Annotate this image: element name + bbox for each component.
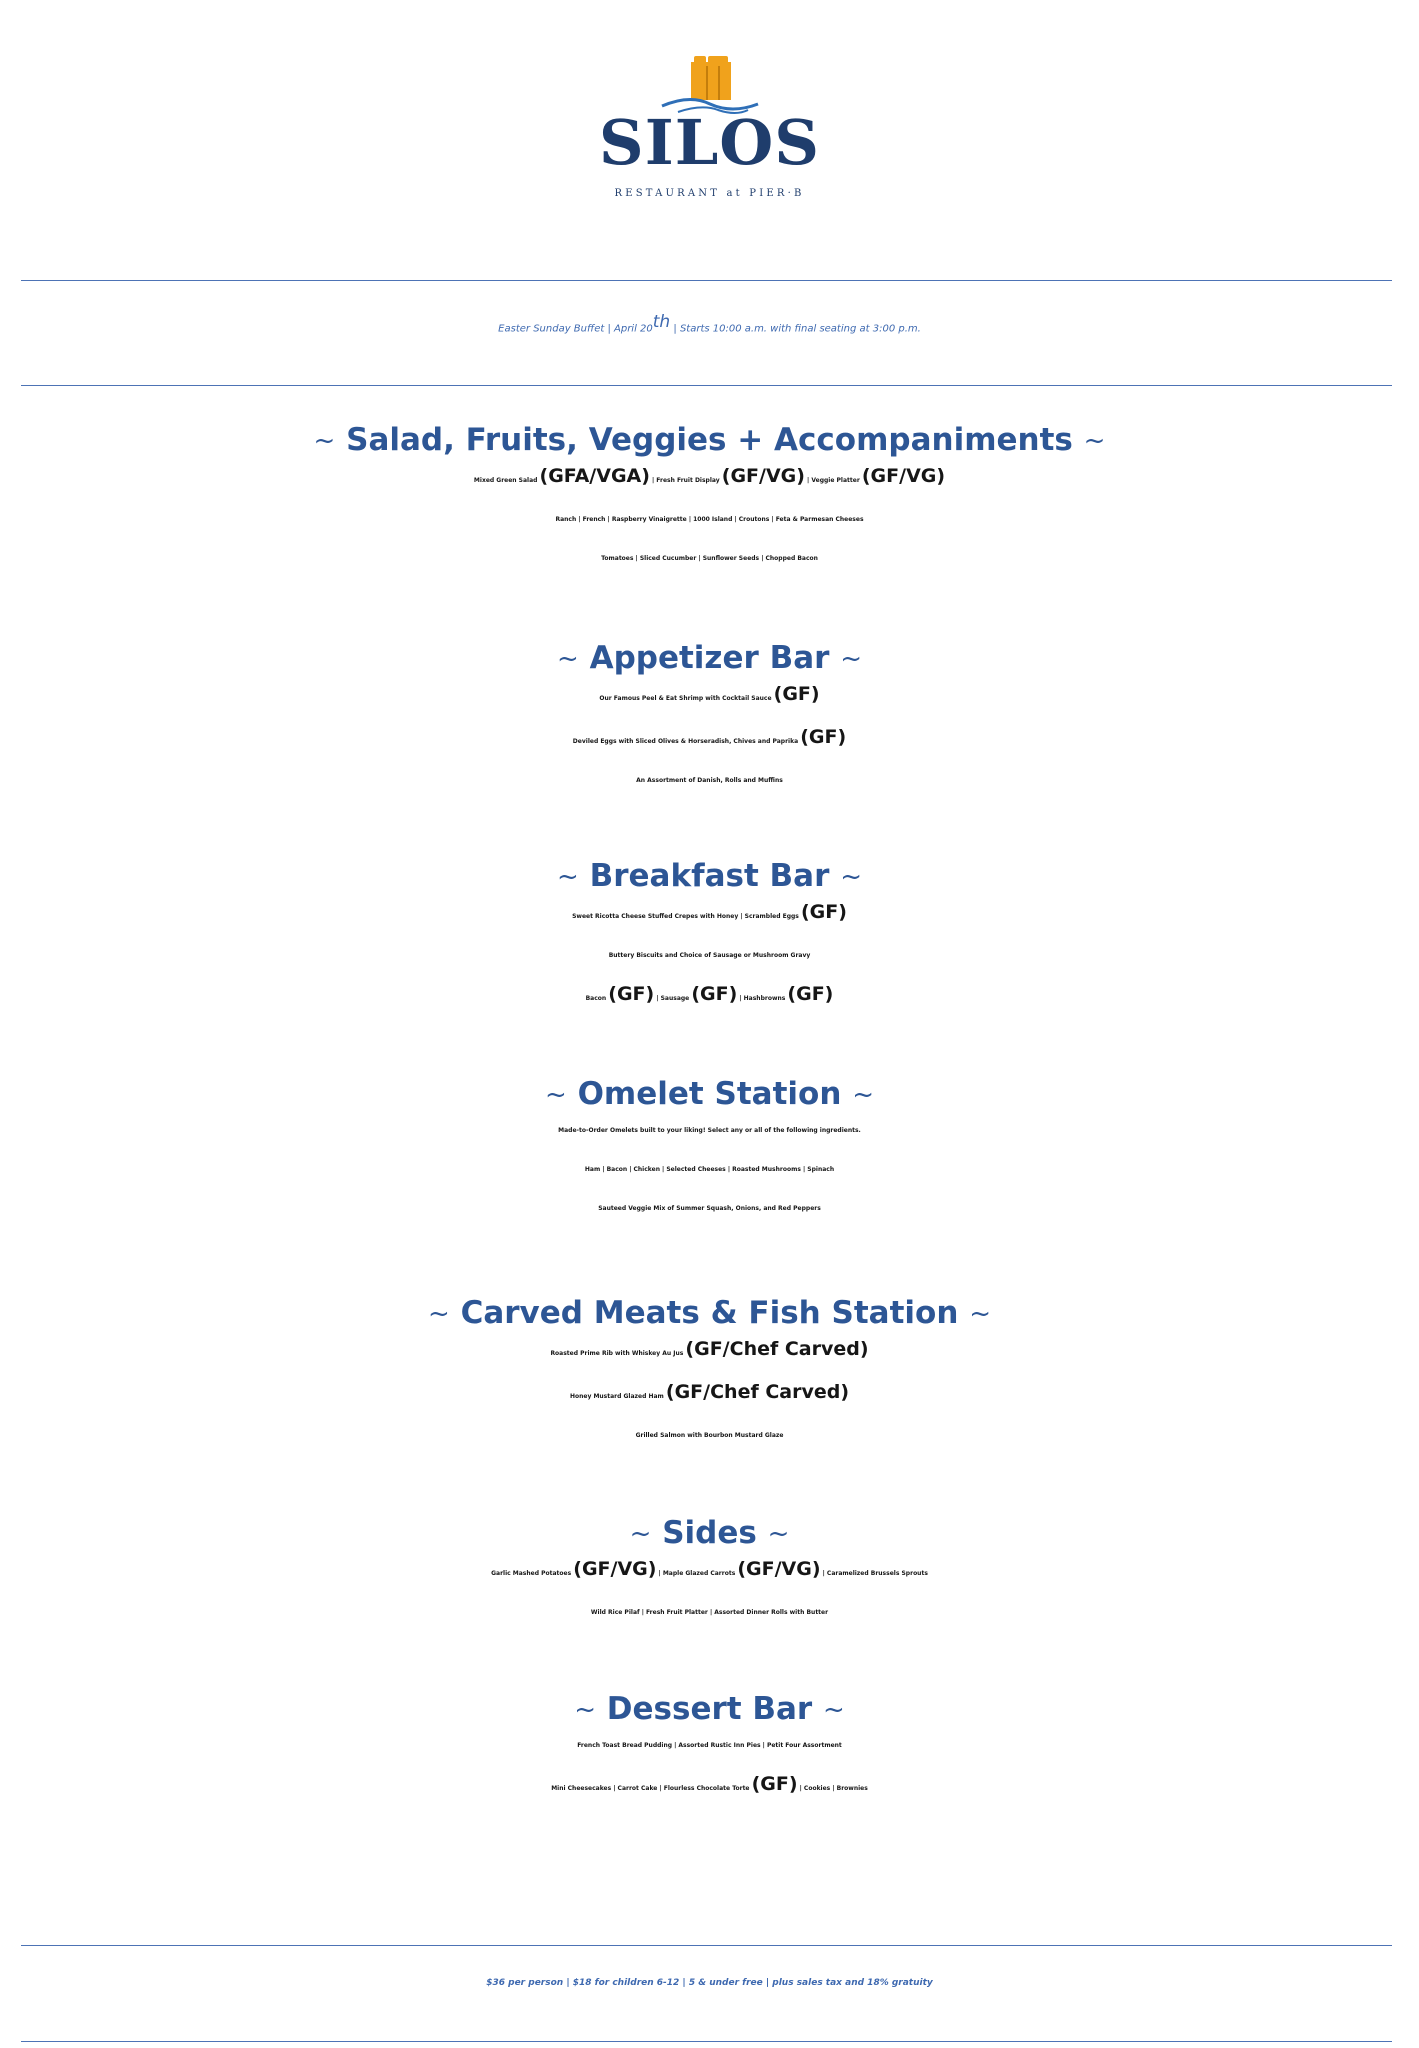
dietary-note: (GF/Chef Carved) [665,1381,850,1404]
pricing-info: $36 per person | $18 for children 6-12 | 5 & under free | plus sales tax and 18% gratuity [486,1978,933,1988]
section-breakfast [0,859,1419,1018]
menu-item-text: Ranch | French | Raspberry Vinaigrette | 1000 Island | Croutons | Feta & Parmesan Cheeses [555,516,864,524]
section-heading [0,1077,1419,1111]
menu-item-text: Deviled Eggs with Sliced Olives & Horseradish, Chives and Paprika [572,738,801,746]
menu-item-text: Mixed Green Salad [473,477,540,485]
menu-item-text: | Veggie Platter [804,477,862,485]
menu-item-text: Made-to-Order Omelets built to your liking! Select any or all of the following ingredients. [558,1127,861,1135]
menu-item-text: Honey Mustard Glazed Ham [569,1393,666,1401]
menu-item-text: An Assortment of Danish, Rolls and Muffins [636,777,783,785]
menu-item-text: Mini Cheesecakes | Carrot Cake | Flourless Chocolate Torte [551,1785,752,1793]
section-heading [0,423,1419,457]
dietary-note: (GF/VG) [573,1558,657,1581]
tilde-ornament: ~ [556,644,579,675]
dietary-note: (GF) [751,1773,798,1796]
menu-item-text: Wild Rice Pilaf | Fresh Fruit Platter | Assorted Dinner Rolls with Butter [590,1609,829,1617]
dietary-note: (GF/VG) [737,1558,821,1581]
section-heading [0,1516,1419,1550]
brand-name: SILOS [598,106,821,179]
tilde-ornament: ~ [427,1299,450,1330]
menu-item-text: | Maple Glazed Carrots [656,1570,738,1578]
section-title: Carved Meats & Fish Station [460,1295,959,1331]
menu-item-text: French Toast Bread Pudding | Assorted Rustic Inn Pies | Petit Four Assortment [577,1742,842,1750]
section-heading [0,1692,1419,1726]
menu-item-text: | Caramelized Brussels Sprouts [820,1570,928,1578]
section-title: Salad, Fruits, Veggies + Accompaniments [346,422,1073,458]
section-appetizer [0,641,1419,800]
event-date-suffix: th [652,312,671,332]
event-text-after: | Starts 10:00 a.m. with final seating at 3:00 p.m. [670,323,921,335]
tilde-ornament: ~ [969,1299,992,1330]
footer-divider [21,2041,1392,2042]
dietary-note: (GF) [800,901,847,924]
section-title: Appetizer Bar [589,640,830,676]
dietary-note: (GF) [691,983,738,1006]
menu-item-line [0,1330,1419,1373]
menu-item-text: | Cookies | Brownies [797,1785,868,1793]
menu-item-text: Our Famous Peel & Eat Shrimp with Cocktail Sauce [599,695,774,703]
menu-item-line [0,1150,1419,1189]
menu-item-line [0,539,1419,578]
section-carved [0,1296,1419,1455]
menu-item-text: Grilled Salmon with Bourbon Mustard Glaze [635,1432,784,1440]
menu-item-line [0,1765,1419,1808]
bottom-divider [21,1945,1392,1946]
menu-item-text: Bacon [585,995,609,1003]
section-heading [0,1296,1419,1330]
section-heading [0,859,1419,893]
tilde-ornament: ~ [557,862,579,893]
tilde-ornament: ~ [313,426,336,457]
section-sides [0,1516,1419,1632]
section-title: Breakfast Bar [589,858,830,894]
menu-item-line [0,936,1419,975]
section-title: Omelet Station [577,1076,842,1112]
dietary-note: (GFA/VGA) [539,465,650,488]
section-title: Dessert Bar [606,1691,813,1727]
menu-item-line [0,457,1419,500]
dietary-note: (GF) [608,983,655,1006]
event-banner [0,312,1419,334]
section-title: Sides [662,1515,757,1551]
menu-item-line [0,761,1419,800]
dietary-note: (GF/Chef Carved) [685,1338,869,1361]
menu-item-line [0,718,1419,761]
dietary-note: (GF) [773,683,820,706]
event-text-before: Easter Sunday Buffet | April 20 [498,323,653,335]
event-divider [21,385,1392,386]
tilde-ornament: ~ [1083,426,1106,457]
menu-item-text: Ham | Bacon | Chicken | Selected Cheeses | Roasted Mushrooms | Spinach [584,1166,835,1174]
menu-item-line [0,975,1419,1018]
tilde-ornament: ~ [840,862,862,893]
dietary-note: (GF/VG) [721,465,805,488]
brand-tagline: RESTAURANT at PIER·B [614,188,805,199]
section-omelet [0,1077,1419,1228]
section-heading [0,641,1419,675]
tilde-ornament: ~ [629,1519,652,1550]
tilde-ornament: ~ [574,1695,596,1726]
menu-item-line [0,1189,1419,1228]
menu-item-line [0,675,1419,718]
tilde-ornament: ~ [767,1519,790,1550]
tilde-ornament: ~ [823,1695,845,1726]
menu-item-text: | Hashbrowns [737,995,788,1003]
section-salad [0,423,1419,578]
menu-item-line [0,1111,1419,1150]
menu-item-line [0,1416,1419,1455]
menu-item-text: Tomatoes | Sliced Cucumber | Sunflower Seeds | Chopped Bacon [601,555,818,563]
menu-item-text: Roasted Prime Rib with Whiskey Au Jus [550,1350,686,1358]
dietary-note: (GF) [800,726,847,749]
section-dessert [0,1692,1419,1808]
menu-item-line [0,1593,1419,1632]
top-divider [21,280,1392,281]
menu-item-text: Sweet Ricotta Cheese Stuffed Crepes with Honey | Scrambled Eggs [572,913,801,921]
menu-item-line [0,500,1419,539]
dietary-note: (GF/VG) [861,465,946,488]
menu-item-text: Buttery Biscuits and Choice of Sausage or Mushroom Gravy [608,952,811,960]
menu-item-line [0,893,1419,936]
menu-item-line [0,1373,1419,1416]
menu-item-text: | Sausage [654,995,692,1003]
menu-item-text: Garlic Mashed Potatoes [491,1570,574,1578]
tilde-ornament: ~ [840,644,862,675]
tilde-ornament: ~ [544,1080,567,1111]
menu-item-text: | Fresh Fruit Display [649,477,722,485]
tilde-ornament: ~ [852,1080,874,1111]
menu-item-text: Sauteed Veggie Mix of Summer Squash, Onions, and Red Peppers [598,1205,821,1213]
menu-item-line [0,1726,1419,1765]
dietary-note: (GF) [787,983,834,1006]
menu-item-line [0,1550,1419,1593]
